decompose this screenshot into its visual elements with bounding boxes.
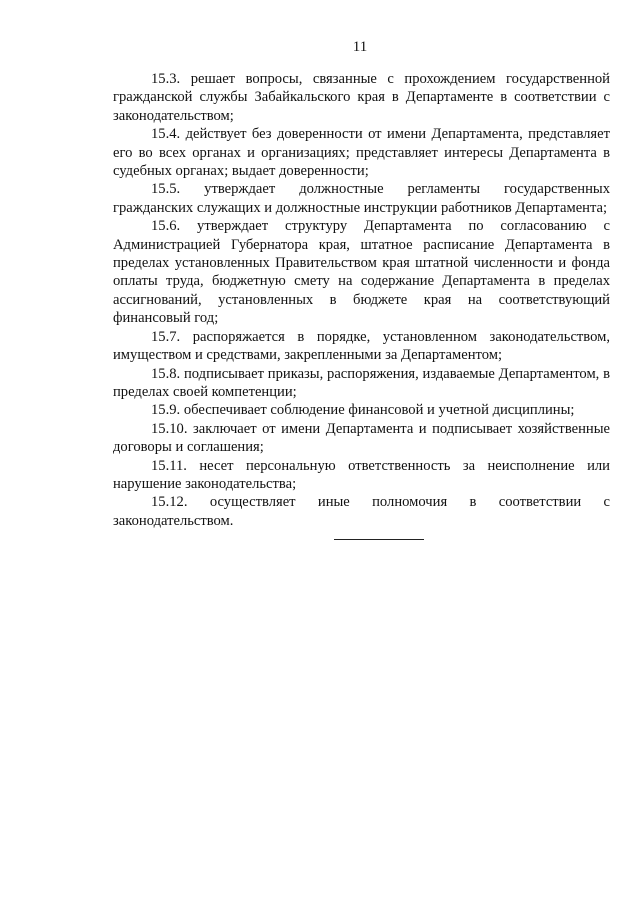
paragraph-15-4: 15.4. действует без доверенности от имени Департамента, представляет его во всех органах и организациях; представляет интересы Департамента в судебных органах; выдает доверенности; — [113, 126, 610, 180]
paragraph-15-3: 15.3. решает вопросы, связанные с прохождением государственной гражданской службы Забайкальского края в Департаменте в соответствии с законодательством; — [113, 71, 610, 124]
paragraph-15-11: 15.11. несет персональную ответственность за неисполнение или нарушение законодательства; — [113, 457, 610, 492]
page-number: 11 — [352, 39, 368, 55]
paragraph-15-12: 15.12. осуществляет иные полномочия в соответствии с законодательством. — [113, 494, 610, 529]
end-of-document-rule — [334, 539, 424, 540]
paragraph-15-6: 15.6. утверждает структуру Департамента по согласованию с Администрацией Губернатора края, штатное расписание Департамента в пределах установленных Правительством края штатной численности и фонда оплаты труда, бюджетную смету на содержание Департамента в пределах ассигнований, установленных в бюджете края на соответствующий финансовый год; — [113, 218, 610, 327]
paragraph-15-5: 15.5. утверждает должностные регламенты государственных гражданских служащих и должностные инструкции работников Департамента; — [113, 181, 610, 216]
paragraph-15-8: 15.8. подписывает приказы, распоряжения, издаваемые Департаментом, в пределах своей компетенции; — [113, 365, 610, 400]
document-body — [113, 70, 610, 530]
paragraph-15-10: 15.10. заключает от имени Департамента и подписывает хозяйственные договоры и соглашения; — [113, 420, 610, 456]
paragraph-15-7: 15.7. распоряжается в порядке, установленном законодательством, имуществом и средствами, закрепленными за Департаментом; — [113, 328, 610, 364]
paragraph-15-9: 15.9. обеспечивает соблюдение финансовой и учетной дисциплины; — [151, 402, 575, 419]
